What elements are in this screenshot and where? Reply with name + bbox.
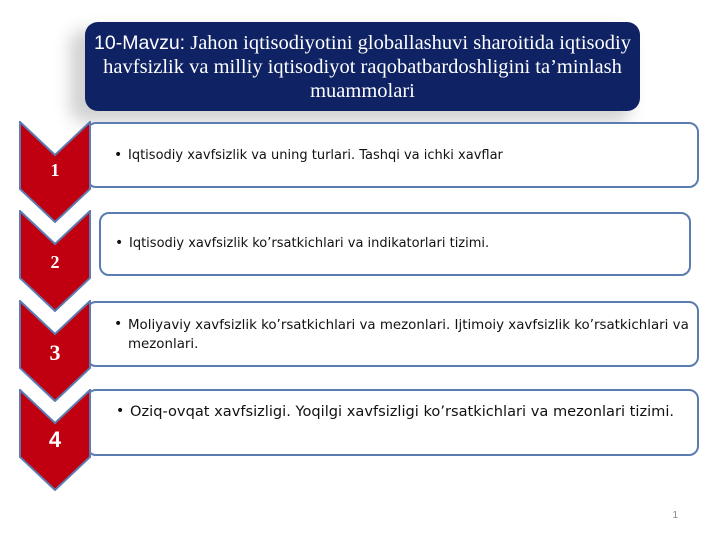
- chevron-3-number: 3: [49, 340, 61, 365]
- list-item-3-box: [86, 301, 699, 367]
- title-text: Jahon iqtisodiyotini globallashuvi sharoitida iqtisodiy havfsizlik va milliy iqtisodiyot raqobatbardoshligini ta’minlash muammolari: [103, 31, 631, 102]
- list-item-3-text: • Moliyaviy xavfsizlik ko’rsatkichlari va mezonlari. Ijtimoiy xavfsizlik ko’rsatkichlari va mezonlari.: [114, 316, 693, 354]
- list-item-2-text: • Iqtisodiy xavfsizlik ko’rsatkichlari va indikatorlari tizimi.: [115, 236, 489, 251]
- chevron-4-number: 4: [48, 427, 62, 452]
- chevron-2-number: 2: [50, 252, 60, 272]
- list-item-4-box: [86, 389, 699, 456]
- list-item-1-text: • Iqtisodiy xavfsizlik va uning turlari. Tashqi va ichki xavflar: [114, 148, 503, 163]
- list-item-1-box: [86, 122, 699, 188]
- chevron-1-number: 1: [50, 160, 60, 180]
- title-lead: 10-Mavzu:: [94, 31, 186, 54]
- list-item-4-text: • Oziq-ovqat xavfsizligi. Yoqilgi xavfsizligi ko’rsatkichlari va mezonlari tizimi.: [116, 402, 674, 422]
- page-number: 1: [672, 510, 678, 521]
- slide-title: [85, 22, 640, 111]
- list-item-2-box: [99, 212, 691, 276]
